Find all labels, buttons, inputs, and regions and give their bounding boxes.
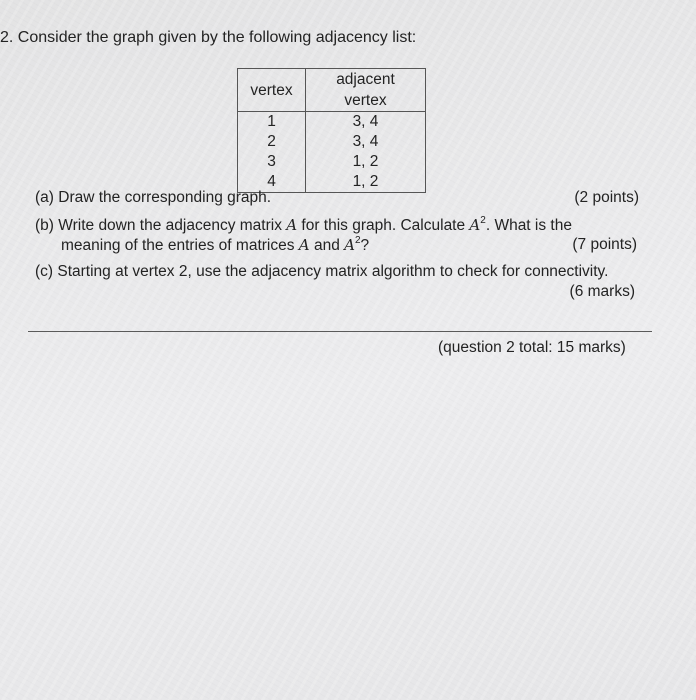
part-b-line1-mid: for this graph. Calculate [297, 217, 470, 234]
part-b-line1-pre: (b) Write down the adjacency matrix [35, 217, 287, 234]
part-b-line2-pre: meaning of the entries of matrices [61, 237, 299, 254]
adjacent-cell: 1, 2 [306, 172, 426, 193]
part-b-line2-post: ? [360, 237, 370, 254]
part-a-text: (a) Draw the corresponding graph. [35, 189, 272, 206]
vertex-cell: 1 [238, 112, 306, 133]
exponent: 2 [354, 235, 361, 246]
table-row [238, 132, 426, 152]
matrix-a-symbol: A [298, 236, 310, 254]
part-b-and: and [309, 237, 345, 254]
question-heading [0, 29, 417, 47]
part-b-line1-post: . What is the [485, 217, 572, 234]
table-row [238, 112, 426, 133]
vertex-cell: 2 [238, 132, 306, 152]
part-a-points: (2 points) [574, 189, 639, 206]
vertex-cell: 3 [238, 152, 306, 172]
matrix-a-squared-symbol: A [344, 236, 355, 254]
vertex-cell: 4 [238, 172, 306, 193]
matrix-a-symbol: A [286, 216, 298, 234]
header-vertex: vertex [238, 69, 306, 112]
divider-line [28, 331, 652, 332]
adjacent-cell: 3, 4 [306, 112, 426, 133]
table-header-row [238, 69, 426, 112]
part-b-points: (7 points) [572, 236, 637, 253]
part-c-text: (c) Starting at vertex 2, use the adjacency matrix algorithm to check for connectivity. [35, 263, 609, 280]
part-c-points: (6 marks) [569, 283, 635, 300]
question-number: 2. [0, 29, 14, 46]
adjacency-list-table [237, 68, 426, 193]
question-total: (question 2 total: 15 marks) [438, 339, 626, 356]
adjacent-cell: 1, 2 [306, 152, 426, 172]
question-intro: Consider the graph given by the following adjacency list: [17, 29, 417, 46]
exponent: 2 [480, 215, 486, 226]
table-row [238, 152, 426, 172]
header-adjacent-vertex: adjacent vertex [306, 69, 426, 112]
part-b-line1 [35, 216, 572, 235]
matrix-a-squared-symbol: A [469, 216, 481, 234]
adjacent-cell: 3, 4 [306, 132, 426, 152]
part-b-line2 [61, 236, 369, 255]
